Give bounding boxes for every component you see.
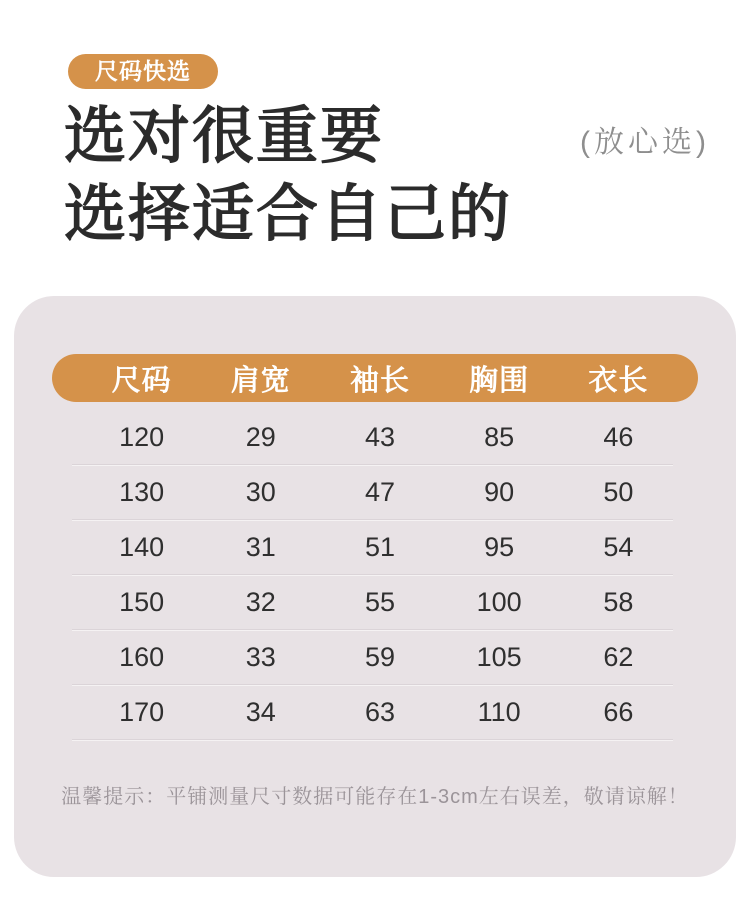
table-cell: 54 bbox=[603, 532, 634, 562]
column-header-chest: 胸围 bbox=[469, 364, 530, 397]
table-cell: 66 bbox=[603, 697, 634, 727]
table-cell: 130 bbox=[119, 477, 165, 507]
column-header-shoulder: 肩宽 bbox=[230, 364, 291, 397]
column-header-length: 衣长 bbox=[588, 364, 649, 397]
table-cell: 43 bbox=[364, 422, 395, 452]
page-title-line1: 选对很重要 bbox=[64, 102, 385, 171]
size-quick-pick-badge: 尺码快选 bbox=[68, 54, 218, 89]
table-cell: 95 bbox=[484, 532, 515, 562]
size-table-header bbox=[52, 354, 698, 402]
table-row bbox=[52, 465, 698, 520]
table-cell: 51 bbox=[364, 532, 395, 562]
table-cell: 110 bbox=[477, 697, 521, 727]
table-cell: 46 bbox=[603, 422, 634, 452]
table-cell: 140 bbox=[119, 532, 165, 562]
table-cell: 120 bbox=[119, 422, 165, 452]
table-row bbox=[52, 685, 698, 740]
table-cell: 47 bbox=[364, 477, 395, 507]
table-cell: 160 bbox=[119, 642, 165, 672]
table-cell: 50 bbox=[603, 477, 634, 507]
table-cell: 31 bbox=[245, 532, 276, 562]
table-cell: 63 bbox=[364, 697, 395, 727]
table-cell: 29 bbox=[245, 422, 276, 452]
table-row bbox=[52, 630, 698, 685]
table-cell: 30 bbox=[245, 477, 276, 507]
page-title-line2: 选择适合自己的 bbox=[64, 180, 513, 249]
table-cell: 100 bbox=[476, 587, 522, 617]
size-table-body bbox=[52, 410, 698, 740]
measurement-disclaimer: 温馨提示：平铺测量尺寸数据可能存在1-3cm左右误差，敬请谅解！ bbox=[61, 786, 689, 808]
page-title bbox=[64, 98, 512, 254]
table-cell: 32 bbox=[245, 587, 276, 617]
reassurance-note: (放心选) bbox=[580, 126, 710, 159]
table-row bbox=[52, 410, 698, 465]
table-cell: 55 bbox=[364, 587, 395, 617]
table-cell: 170 bbox=[119, 697, 165, 727]
table-cell: 58 bbox=[603, 587, 634, 617]
table-cell: 105 bbox=[476, 642, 522, 672]
table-cell: 62 bbox=[603, 642, 634, 672]
table-cell: 85 bbox=[484, 422, 515, 452]
table-cell: 33 bbox=[245, 642, 276, 672]
column-header-size: 尺码 bbox=[111, 364, 172, 397]
table-row bbox=[52, 520, 698, 575]
column-header-sleeve: 袖长 bbox=[349, 364, 410, 397]
table-cell: 59 bbox=[364, 642, 395, 672]
size-table-card bbox=[14, 296, 736, 877]
table-row bbox=[52, 575, 698, 630]
table-cell: 34 bbox=[245, 697, 276, 727]
table-cell: 90 bbox=[484, 477, 515, 507]
table-cell: 150 bbox=[119, 587, 165, 617]
